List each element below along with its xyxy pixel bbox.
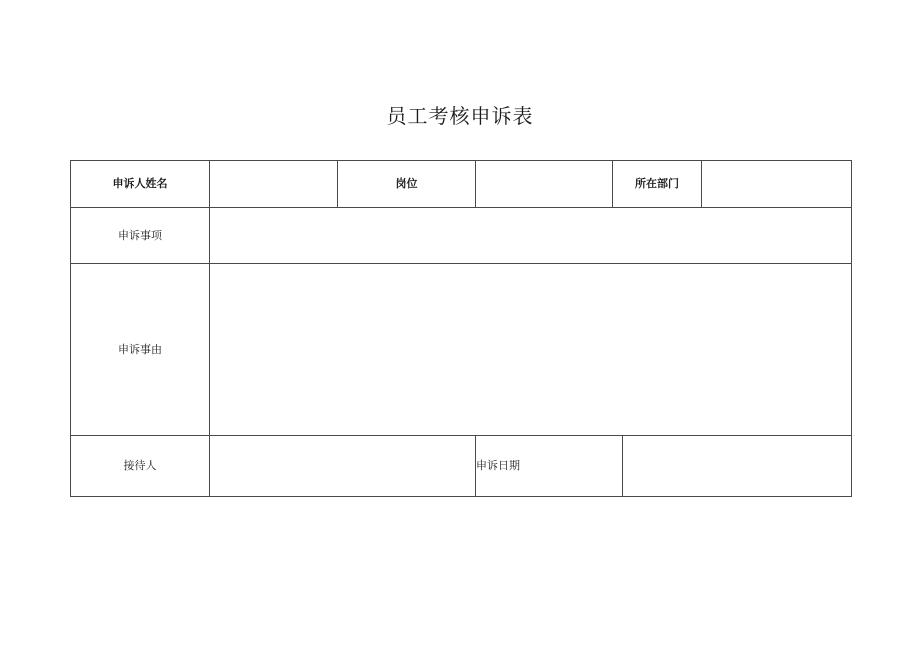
appeal-form-table bbox=[70, 160, 852, 497]
applicant-name-label: 申诉人姓名 bbox=[71, 161, 210, 208]
receiver-field[interactable] bbox=[210, 436, 476, 497]
department-label: 所在部门 bbox=[613, 161, 702, 208]
form-row-basic-info bbox=[71, 161, 852, 208]
form-row-reason bbox=[71, 264, 852, 436]
form-title: 员工考核申诉表 bbox=[386, 104, 534, 128]
position-field[interactable] bbox=[476, 161, 613, 208]
applicant-name-field[interactable] bbox=[210, 161, 338, 208]
form-row-receiver bbox=[71, 436, 852, 497]
receiver-label: 接待人 bbox=[71, 436, 210, 497]
appeal-date-field[interactable] bbox=[623, 436, 852, 497]
form-row-matter bbox=[71, 208, 852, 264]
position-label: 岗位 bbox=[338, 161, 476, 208]
appeal-reason-field[interactable] bbox=[210, 264, 852, 436]
appeal-matter-field[interactable] bbox=[210, 208, 852, 264]
appeal-reason-label: 申诉事由 bbox=[71, 264, 210, 436]
appeal-date-label: 申诉日期 bbox=[476, 436, 623, 497]
appeal-matter-label: 申诉事项 bbox=[71, 208, 210, 264]
department-field[interactable] bbox=[702, 161, 852, 208]
